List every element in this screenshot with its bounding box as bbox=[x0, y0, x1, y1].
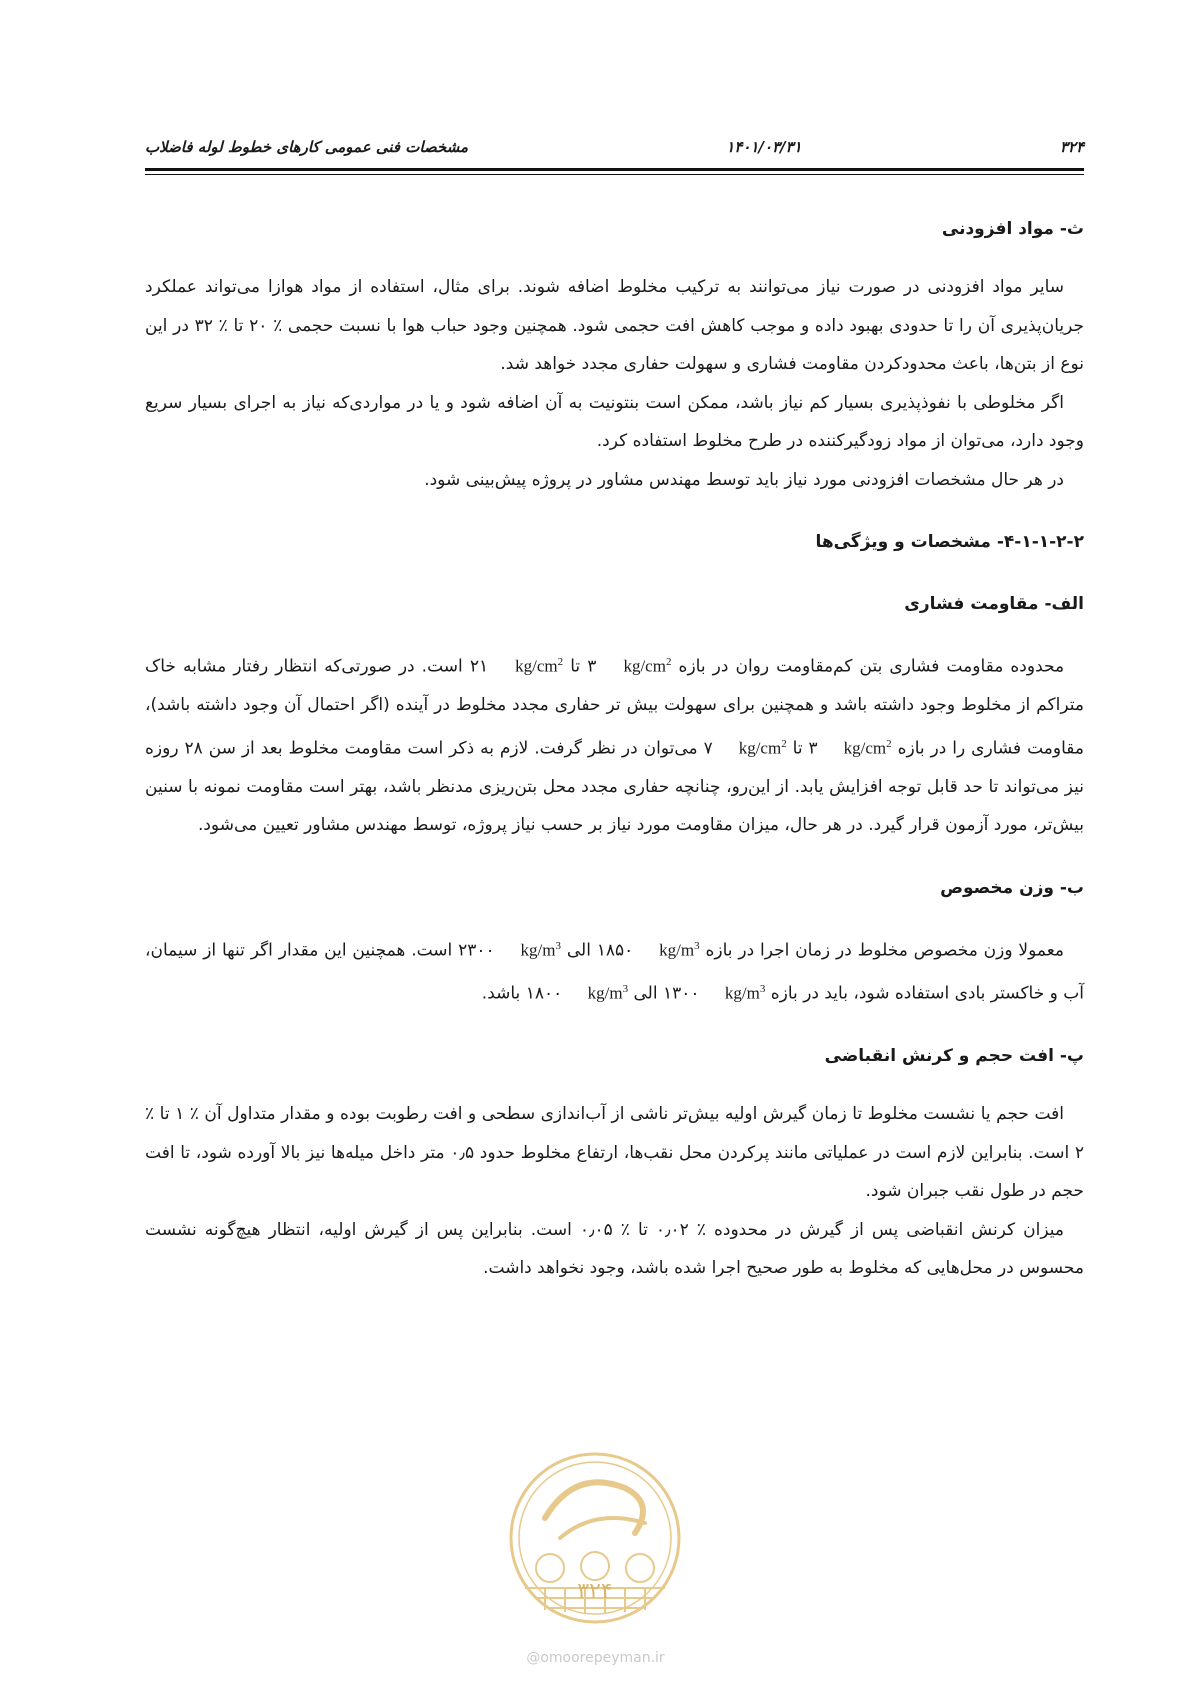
header-rule-thick bbox=[145, 168, 1084, 171]
header-rule-thin bbox=[145, 174, 1084, 175]
header-date: ۱۴۰۱/۰۳/۳۱ bbox=[726, 138, 802, 156]
unit-kgcm2: $kg/cm^2$ bbox=[515, 656, 564, 676]
seal-page-number: ۳۲۴ bbox=[577, 1579, 613, 1604]
unit-kgm3: $kg/m^3$ bbox=[587, 982, 629, 1003]
publisher-seal-logo bbox=[505, 1448, 685, 1628]
paragraph-additives-2: اگر مخلوطی با نفوذپذیری بسیار کم نیاز باشد، ممکن است بنتونیت به آن اضافه شود و یا در مواردی‌که نیاز به اجرای بسیار سریع وجود دارد، می‌توان از مواد زودگیرکننده در طرح مخلوط استفاده کرد. bbox=[145, 392, 1084, 451]
paragraph-shrinkage-2: میزان کرنش انقباضی پس از گیرش در محدوده ٪ ۰٫۰۲ تا ٪ ۰٫۰۵ است. بنابراین پس از گیرش اولیه، انتظار هیچ‌گونه نشست محسوس در محل‌هایی که مخلوط به طور صحیح اجرا شده باشد، وجود نخواهد داشت. bbox=[145, 1219, 1084, 1279]
header-document-title: مشخصات فنی عمومی کارهای خطوط لوله فاضلاب bbox=[145, 138, 469, 156]
paragraph-density: معمولا وزن مخصوص مخلوط در زمان اجرا در بازه $kg/m^3$ ۱۸۵۰ الی $kg/m^3$ ۲۳۰۰ است. همچنین این مقدار اگر تنها از سیمان، آب و خاکستر بادی استفاده شود، باید در بازه $kg/m^3$ ۱۳۰۰ الی $kg/m^3$ ۱۸۰۰ باشد. bbox=[145, 927, 1084, 1013]
paragraph-shrinkage-1: افت حجم یا نشست مخلوط تا زمان گیرش اولیه بیش‌تر ناشی از آب‌اندازی سطحی و افت رطوبت بوده و مقدار متداول آن ٪ ۱ تا ٪ ۲ است. بنابراین لازم است در عملیاتی مانند پرکردن محل نقب‌ها، ارتفاع مخلوط حدود ۰٫۵ متر داخل میله‌ها نیز بالا آورده شود، تا افت حجم در طول نقب جبران شود. bbox=[145, 1104, 1084, 1202]
unit-kgm3: $kg/m^3$ bbox=[724, 982, 766, 1003]
header-page-number: ۳۲۴ bbox=[1059, 138, 1084, 156]
heading-shrinkage: پ- افت حجم و کرنش انقباضی bbox=[824, 1046, 1084, 1067]
unit-kgm3: $kg/m^3$ bbox=[659, 939, 700, 960]
paragraph-additives-1: سایر مواد افزودنی در صورت نیاز می‌توانند به ترکیب مخلوط اضافه شوند. برای مثال، استفاده از مواد هوازا می‌تواند عملکرد جریان‌پذیری آن را تا حدودی بهبود داده و موجب کاهش افت حجمی شود. همچنین وجود حباب هوا با نسبت حجمی ٪ ۲۰ تا ٪ ۳۲ در این نوع از بتن‌ها، باعث محدودکردن مقاومت فشاری و سهولت حفاری مجدد خواهد شد. bbox=[145, 277, 1084, 374]
heading-compressive-strength: الف- مقاومت فشاری bbox=[904, 594, 1084, 614]
heading-density: ب- وزن مخصوص bbox=[940, 877, 1084, 898]
unit-kgm3: $kg/m^3$ bbox=[520, 939, 561, 960]
heading-specs: ۴-۱-۱-۲-۲- مشخصات و ویژگی‌ها bbox=[815, 532, 1084, 552]
page-header bbox=[145, 130, 1084, 164]
page-body bbox=[145, 210, 1084, 1288]
unit-kgcm2: $kg/cm^2$ bbox=[738, 737, 787, 758]
paragraph-compressive-strength: محدوده مقاومت فشاری بتن کم‌مقاومت روان در بازه $kg/cm^2$ ۳ تا $kg/cm^2$ ۲۱ است. در صورتی‌که انتظار رفتار مشابه خاک متراکم از مخلوط وجود داشته باشد و همچنین برای سهولت بیش تر حفاری مجدد مخلوط در آینده (اگر احتمال آن وجود داشته باشد)، مقاومت فشاری را در بازه $kg/cm^2$ ۳ تا $kg/cm^2$ ۷ می‌توان در نظر گرفت. لازم به ذکر است مقاومت مخلوط بعد از سن ۲۸ روزه نیز می‌تواند تا حد قابل توجه افزایش یابد. از این‌رو، چنانچه حفاری مجدد محل بتن‌ریزی مدنظر باشد، بهتر است مقاومت نمونه با سنین بیش‌تر، مورد آزمون قرار گیرد. در هر حال، میزان مقاومت مورد نیاز بر حسب نیاز پروژه، توسط مهندس مشاور تعیین می‌شود. bbox=[145, 643, 1084, 845]
heading-additives: ث- مواد افزودنی bbox=[941, 219, 1084, 239]
unit-kgcm2: $kg/cm^2$ bbox=[623, 656, 672, 676]
unit-kgcm2: $kg/cm^2$ bbox=[843, 737, 892, 758]
paragraph-additives-3: در هر حال مشخصات افزودنی مورد نیاز باید توسط مهندس مشاور در پروژه پیش‌بینی شود. bbox=[424, 469, 1064, 490]
watermark-url: @omoorepeyman.ir bbox=[526, 1650, 665, 1666]
